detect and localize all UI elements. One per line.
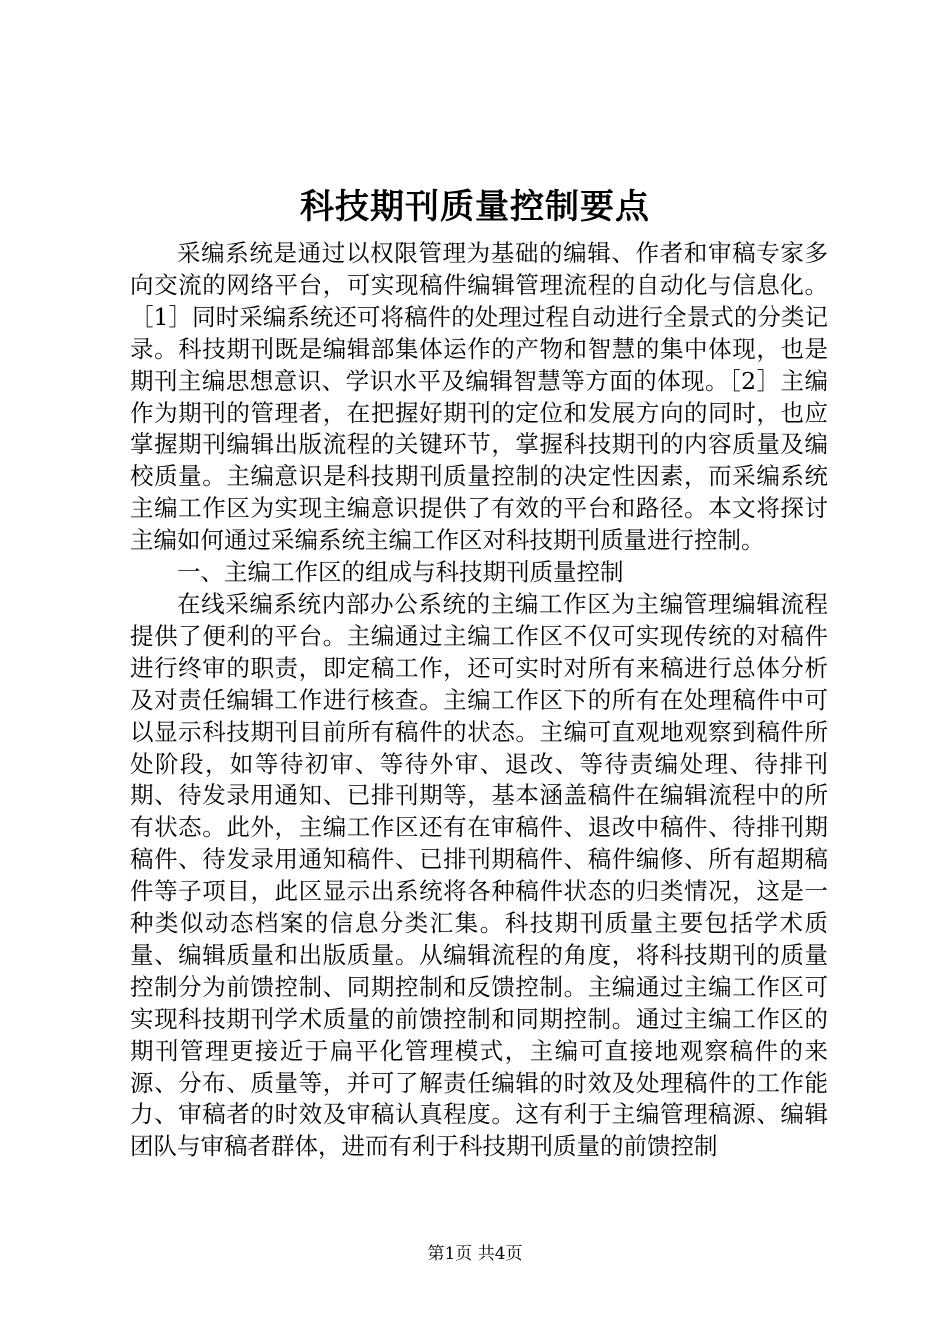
paragraph-section-1: 在线采编系统内部办公系统的主编工作区为主编管理编辑流程提供了便利的平台。主编通过主编工作区不仅可实现传统的对稿件进行终审的职责，即定稿工作，还可实时对所有来稿进行总体分析及对责任编辑工作进行核查。主编工作区下的所有在处理稿件中可以显示科技期刊目前所有稿件的状态。主编可直观地观察到稿件所处阶段，如等待初审、等待外审、退改、等待责编处理、待排刊期、待发录用通知、已排刊期等，基本涵盖稿件在编辑流程中的所有状态。此外，主编工作区还有在审稿件、退改中稿件、待排刊期稿件、待发录用通知稿件、已排刊期稿件、稿件编修、所有超期稿件等子项目，此区显示出系统将各种稿件状态的归类情况，这是一种类似动态档案的信息分类汇集。科技期刊质量主要包括学术质量、编辑质量和出版质量。从编辑流程的角度，将科技期刊的质量控制分为前馈控制、同期控制和反馈控制。主编通过主编工作区可实现科技期刊学术质量的前馈控制和同期控制。通过主编工作区的期刊管理更接近于扁平化管理模式，主编可直接地观察稿件的来源、分布、质量等，并可了解责任编辑的时效及处理稿件的工作能力、审稿者的时效及审稿认真程度。这有利于主编管理稿源、编辑团队与审稿者群体，进而有利于科技期刊质量的前馈控制 (130, 589, 828, 1161)
document-body (130, 238, 828, 1163)
paragraph-intro: 采编系统是通过以权限管理为基础的编辑、作者和审稿专家多向交流的网络平台，可实现稿件编辑管理流程的自动化与信息化。［1］同时采编系统还可将稿件的处理过程自动进行全景式的分类记录。科技期刊既是编辑部集体运作的产物和智慧的集中体现，也是期刊主编思想意识、学识水平及编辑智慧等方面的体现。［2］主编作为期刊的管理者，在把握好期刊的定位和发展方向的同时，也应掌握期刊编辑出版流程的关键环节，掌握科技期刊的内容质量及编校质量。主编意识是科技期刊质量控制的决定性因素，而采编系统主编工作区为实现主编意识提供了有效的平台和路径。本文将探讨主编如何通过采编系统主编工作区对科技期刊质量进行控制。 (130, 239, 828, 555)
page-footer: 第1页 共4页 (427, 1244, 523, 1264)
document-title: 科技期刊质量控制要点 (300, 187, 650, 227)
section-heading: 一、主编工作区的组成与科技期刊质量控制 (177, 558, 624, 587)
